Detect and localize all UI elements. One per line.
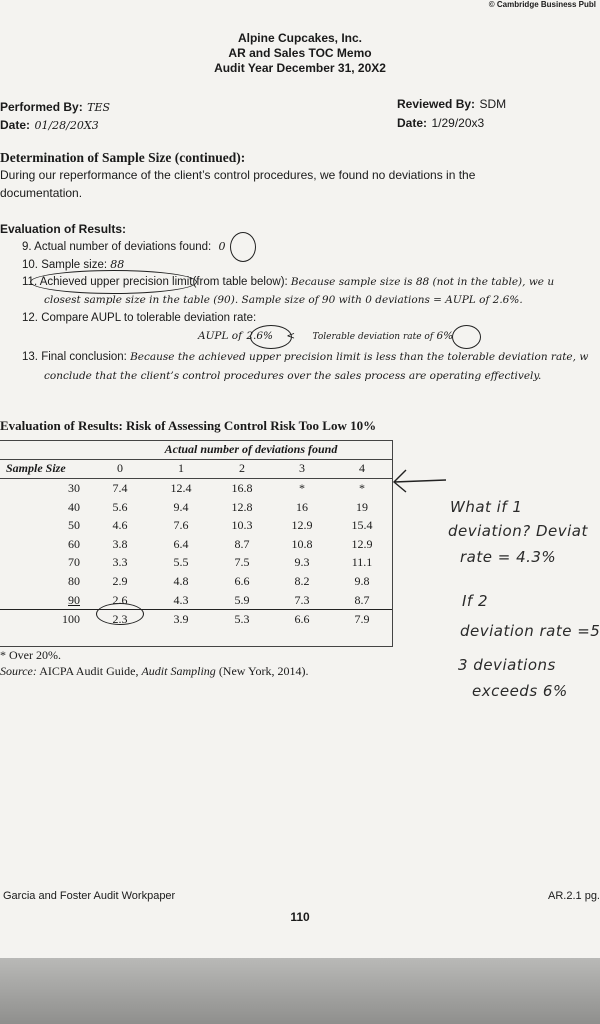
table-cell: 19	[356, 499, 368, 514]
table-cell: *	[359, 480, 365, 495]
handwritten-note-2: deviation? Deviat	[448, 522, 588, 540]
table-cell: *	[299, 480, 305, 495]
handwritten-note-5: deviation rate =5	[460, 622, 600, 640]
table-cell: 10.8	[291, 536, 313, 551]
item-13-answer-1: Because the achieved upper precision limit is less than the tolerable deviation rate, w	[130, 351, 589, 363]
table-cell: 3.3	[112, 555, 128, 570]
copyright-notice: © Cambridge Business Publ	[488, 0, 596, 9]
tolerable-circle	[452, 325, 481, 349]
reviewed-date-value: 1/29/20x3	[431, 116, 485, 130]
item-13-label: Final conclusion:	[41, 351, 127, 363]
table-cell: 4.6	[112, 518, 128, 533]
handwritten-note-4: If 2	[462, 592, 489, 610]
reviewed-by	[397, 95, 506, 113]
table-row	[0, 498, 392, 517]
table-cell: 12.9	[351, 536, 373, 551]
footer-left: Garcia and Foster Audit Workpaper	[3, 890, 176, 902]
table-cell: 8.7	[354, 592, 370, 607]
row-size: 30	[68, 480, 80, 495]
item-11-label: Achieved upper precision limit	[39, 276, 193, 288]
table-cell: 5.5	[173, 555, 189, 570]
table-cell: 12.9	[291, 518, 313, 533]
table-cell: 5.9	[234, 592, 250, 607]
table-cell: 2.6	[112, 592, 128, 607]
determination-heading: Determination of Sample Size (continued):	[0, 150, 246, 165]
selected-value-circle	[96, 603, 144, 625]
col-header: 0	[90, 459, 150, 479]
row-size: 100	[62, 612, 80, 627]
source-text-1: AICPA Audit Guide,	[39, 664, 139, 678]
table-cell: 3.9	[173, 612, 189, 627]
table-cell: 9.4	[173, 499, 189, 514]
table-cell: 7.3	[294, 592, 310, 607]
table-cell: 5.3	[234, 612, 250, 627]
row-size: 70	[68, 555, 80, 570]
evaluation-heading: Evaluation of Results:	[0, 222, 127, 236]
table-cell: 2.9	[112, 573, 128, 588]
item-11-answer-2: closest sample size in the table (90). Sample size of 90 with 0 deviations = AUPL of 2.6%.	[44, 294, 523, 306]
table-cell: 9.3	[294, 555, 310, 570]
aupl-value: 2.6%	[246, 330, 274, 342]
col-header: 1	[150, 459, 212, 479]
determination-line-2: documentation.	[0, 186, 83, 200]
table-row	[0, 516, 392, 535]
source-line	[0, 664, 308, 679]
performed-date-label: Date:	[0, 118, 31, 132]
reviewed-date-label: Date:	[397, 116, 428, 130]
item-11-answer-1: Because sample size is 88 (not in the table), we u	[290, 276, 555, 288]
table-row	[0, 535, 392, 554]
col-header: 2	[212, 459, 272, 479]
upper-precision-circle	[30, 270, 197, 294]
item-12-number: 12.	[22, 312, 38, 324]
arrow-icon	[388, 460, 448, 500]
table-cell: 6.6	[294, 612, 310, 627]
handwritten-note-7: exceeds 6%	[472, 682, 568, 700]
table-cell: 9.8	[354, 573, 370, 588]
row-size: 50	[68, 518, 80, 533]
deviations-circle	[230, 232, 256, 262]
footer-right: AR.2.1 pg.	[548, 890, 600, 902]
performed-by-label: Performed By:	[0, 100, 83, 114]
sample-size-header: Sample Size	[0, 459, 90, 479]
performed-by	[0, 98, 110, 116]
table-cell: 16	[296, 499, 308, 514]
table-cell: 7.9	[354, 612, 370, 627]
item-9	[22, 240, 225, 253]
item-10-number: 10.	[22, 259, 38, 271]
aupl-expression	[198, 330, 453, 342]
table-cell: 10.3	[231, 518, 253, 533]
item-9-number: 9.	[22, 241, 32, 253]
company-name: Alpine Cupcakes, Inc.	[237, 31, 363, 45]
tolerable-value: 6%	[436, 330, 454, 342]
table-cell: 15.4	[351, 518, 373, 533]
source-label: Source:	[0, 664, 37, 678]
item-11-label-suffix: (from table below):	[192, 276, 288, 288]
comparison-sign: <	[286, 330, 296, 342]
item-13-number: 13.	[22, 351, 38, 363]
results-table-title: Evaluation of Results: Risk of Assessing Control Risk Too Low 10%	[0, 418, 377, 433]
table-row	[0, 554, 392, 573]
row-size: 40	[68, 499, 80, 514]
item-9-answer: 0	[218, 240, 226, 253]
table-cell: 16.8	[231, 480, 253, 495]
handwritten-note-1: What if 1	[450, 498, 523, 516]
item-12	[22, 312, 256, 324]
determination-line-1: During our reperformance of the client’s control procedures, we found no deviations in the	[0, 168, 476, 182]
performed-date	[0, 116, 99, 134]
item-12-label: Compare AUPL to tolerable deviation rate:	[41, 312, 257, 324]
col-header: 3	[272, 459, 332, 479]
table-row	[0, 610, 392, 629]
memo-title: AR and Sales TOC Memo	[228, 46, 372, 60]
reviewed-by-label: Reviewed By:	[397, 97, 476, 111]
table-row	[0, 479, 392, 498]
table-cell: 12.8	[231, 499, 253, 514]
table-cell: 4.3	[173, 592, 189, 607]
performed-date-value: 01/28/20X3	[34, 119, 99, 132]
row-size: 90	[68, 592, 80, 607]
source-title: Audit Sampling	[141, 664, 216, 678]
row-size: 80	[68, 573, 80, 588]
aupl-prefix: AUPL of	[198, 330, 243, 342]
scan-edge-shadow	[0, 958, 600, 1024]
row-size: 60	[68, 536, 80, 551]
item-13-answer-2: conclude that the client’s control procedures over the sales process are operating effectively.	[44, 370, 542, 382]
item-10-answer: 88	[110, 258, 125, 271]
aupl-circle	[250, 325, 292, 349]
footnote: * Over 20%.	[0, 648, 61, 662]
table-cell: 12.4	[170, 480, 192, 495]
handwritten-note-3: rate = 4.3%	[460, 548, 557, 566]
col-header: 4	[332, 459, 392, 479]
table-cell: 4.8	[173, 573, 189, 588]
results-table	[0, 440, 392, 629]
item-10-label: Sample size:	[41, 259, 108, 271]
table-cell: 5.6	[112, 499, 128, 514]
performed-by-value: TES	[87, 101, 111, 114]
table-cell: 8.2	[294, 573, 310, 588]
table-cell: 11.1	[351, 555, 373, 570]
table-cell: 7.5	[234, 555, 250, 570]
handwritten-note-6: 3 deviations	[458, 656, 556, 674]
table-row	[0, 572, 392, 591]
page-number: 110	[290, 910, 310, 924]
item-11-number: 11.	[22, 276, 38, 288]
reviewed-date	[397, 114, 484, 132]
item-9-label: Actual number of deviations found:	[34, 241, 212, 253]
table-cell: 7.4	[112, 480, 128, 495]
table-cell: 3.8	[112, 536, 128, 551]
table-row-highlighted	[0, 591, 392, 610]
tolerable-prefix: Tolerable deviation rate of	[312, 332, 434, 342]
table-cell: 2.3	[112, 612, 128, 627]
table-cell: 6.6	[234, 573, 250, 588]
source-text-2: (New York, 2014).	[218, 664, 309, 678]
table-cell: 7.6	[173, 518, 189, 533]
table-cell: 6.4	[173, 536, 189, 551]
table-group-header: Actual number of deviations found	[164, 441, 338, 456]
reviewed-by-value: SDM	[479, 97, 507, 111]
item-13	[22, 351, 588, 363]
audit-year: Audit Year December 31, 20X2	[214, 61, 386, 75]
table-cell: 8.7	[234, 536, 250, 551]
